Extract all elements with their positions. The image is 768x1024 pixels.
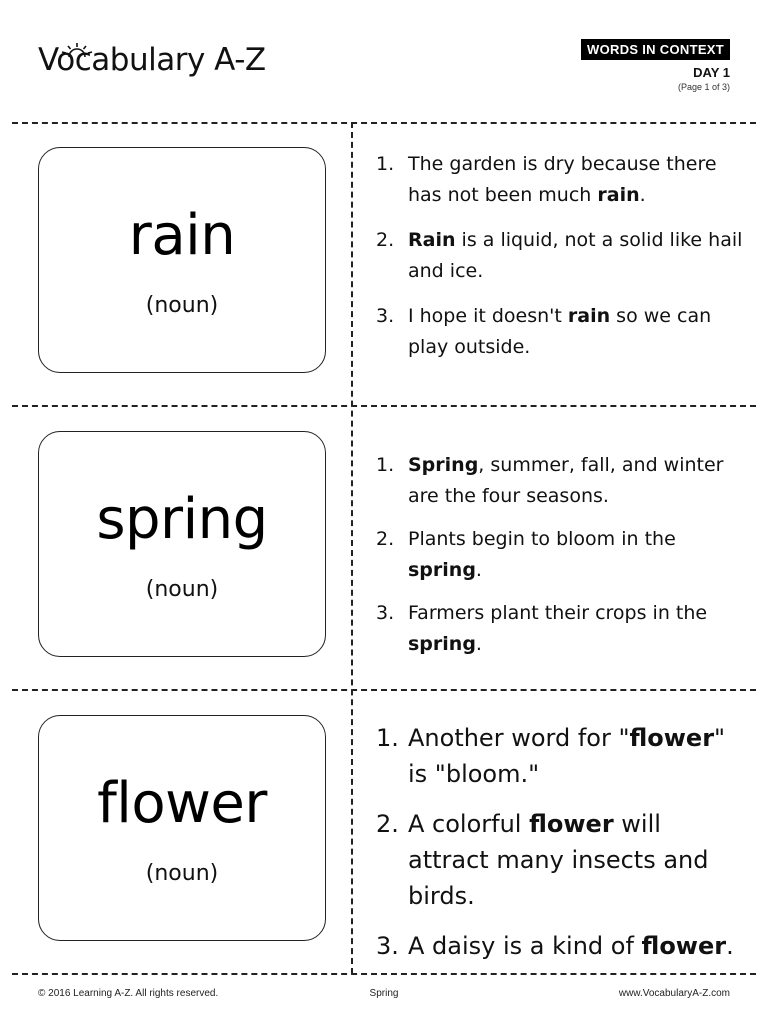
page-indicator: (Page 1 of 3) <box>677 82 730 92</box>
website-link[interactable]: www.VocabularyA-Z.com <box>618 988 730 999</box>
sentence: 2. Plants begin to bloom in the spring. <box>376 528 676 581</box>
sentence-list-flower <box>376 720 746 978</box>
word-card-flower <box>38 715 326 941</box>
sentence-list-rain <box>376 149 746 377</box>
sentence: 2. A colorful flower will attract many insects and birds. <box>376 810 709 910</box>
sentence: 2. Rain is a liquid, not a solid like hail and ice. <box>376 229 743 282</box>
vocab-word: spring <box>96 487 268 552</box>
words-in-context-badge: WORDS IN CONTEXT <box>581 39 730 60</box>
sentence-list-spring <box>376 450 746 672</box>
vocab-word: flower <box>97 771 267 836</box>
sentence: 1. The garden is dry because there has not been much rain. <box>376 153 717 206</box>
sentence: 3. Farmers plant their crops in the spring. <box>376 602 708 655</box>
cut-line-2 <box>12 689 756 691</box>
part-of-speech: (noun) <box>145 577 219 602</box>
part-of-speech: (noun) <box>145 861 219 886</box>
day-label: DAY 1 <box>693 65 730 80</box>
sentence: 3. I hope it doesn't rain so we can play outside. <box>376 305 712 358</box>
sentence: 3. A daisy is a kind of flower. <box>376 932 734 960</box>
sentence: 1. Spring, summer, fall, and winter are the four seasons. <box>376 454 724 507</box>
cut-line-vertical <box>351 122 353 974</box>
sentence: 1. Another word for "flower" is "bloom." <box>376 724 726 788</box>
vocab-word: rain <box>128 203 236 268</box>
brand-logo: Vocabulary A-Z <box>38 42 266 78</box>
cut-line-1 <box>12 405 756 407</box>
part-of-speech: (noun) <box>145 293 219 318</box>
cut-line-top <box>12 122 756 124</box>
word-card-rain <box>38 147 326 373</box>
copyright-text: © 2016 Learning A-Z. All rights reserved. <box>38 988 219 999</box>
unit-name: Spring <box>369 988 399 999</box>
word-card-spring <box>38 431 326 657</box>
